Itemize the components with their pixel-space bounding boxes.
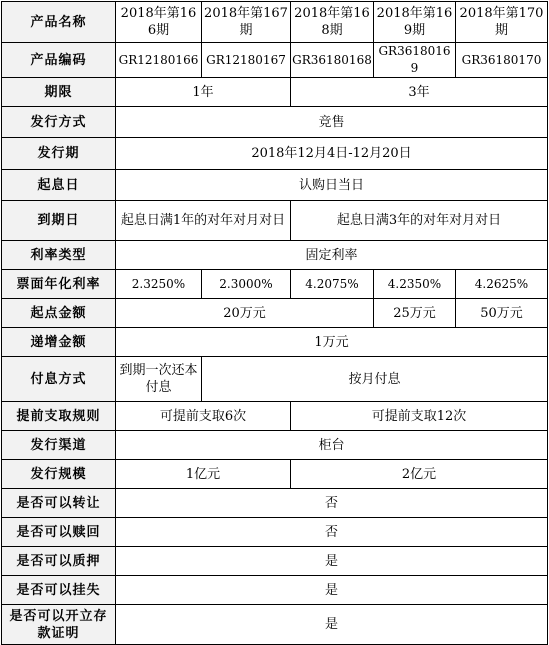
label-payment: 付息方式 [2,357,116,402]
product-code-166: GR12180166 [116,43,202,78]
issue-method-value: 竞售 [116,107,548,138]
row-scale [2,460,548,489]
payment-monthly: 按月付息 [202,357,548,402]
product-code-168: GR36180168 [291,43,374,78]
product-code-170: GR36180170 [456,43,548,78]
row-channel [2,431,548,460]
label-pledgeable: 是否可以质押 [2,547,116,576]
early-withdrawal-6: 可提前支取6次 [116,402,291,431]
label-issue-method: 发行方式 [2,107,116,138]
payment-one-time: 到期一次还本付息 [116,357,202,402]
pledgeable-value: 是 [116,547,548,576]
row-coupon-rate [2,270,548,299]
row-product-name [2,2,548,43]
row-increment [2,328,548,357]
row-redeemable [2,518,548,547]
transferable-value: 否 [116,489,548,518]
row-product-code [2,43,548,78]
coupon-rate-168: 4.2075% [291,270,374,299]
product-name-168: 2018年第168期 [291,2,374,43]
row-early-withdrawal [2,402,548,431]
channel-value: 柜台 [116,431,548,460]
row-rate-type [2,241,548,270]
loss-report-value: 是 [116,576,548,605]
min-amount-c: 50万元 [456,299,548,328]
label-scale: 发行规模 [2,460,116,489]
bond-product-table [1,1,548,645]
row-interest-start [2,170,548,201]
product-name-169: 2018年第169期 [374,2,456,43]
product-name-170: 2018年第170期 [456,2,548,43]
rate-type-value: 固定利率 [116,241,548,270]
row-loss-report [2,576,548,605]
term-3-year: 3年 [291,78,548,107]
product-name-166: 2018年第166期 [116,2,202,43]
label-coupon-rate: 票面年化利率 [2,270,116,299]
label-transferable: 是否可以转让 [2,489,116,518]
row-issue-method [2,107,548,138]
row-payment [2,357,548,402]
scale-1: 1亿元 [116,460,291,489]
row-term [2,78,548,107]
row-transferable [2,489,548,518]
min-amount-b: 25万元 [374,299,456,328]
label-interest-start: 起息日 [2,170,116,201]
deposit-cert-value: 是 [116,605,548,645]
product-code-167: GR12180167 [202,43,291,78]
redeemable-value: 否 [116,518,548,547]
row-pledgeable [2,547,548,576]
issue-period-value: 2018年12月4日-12月20日 [116,138,548,170]
label-issue-period: 发行期 [2,138,116,170]
label-rate-type: 利率类型 [2,241,116,270]
early-withdrawal-12: 可提前支取12次 [291,402,548,431]
term-1-year: 1年 [116,78,291,107]
coupon-rate-170: 4.2625% [456,270,548,299]
coupon-rate-167: 2.3000% [202,270,291,299]
label-product-name: 产品名称 [2,2,116,43]
label-deposit-cert: 是否可以开立存款证明 [2,605,116,645]
interest-start-value: 认购日当日 [116,170,548,201]
maturity-3-year: 起息日满3年的对年对月对日 [291,201,548,241]
maturity-1-year: 起息日满1年的对年对月对日 [116,201,291,241]
row-deposit-cert [2,605,548,645]
label-loss-report: 是否可以挂失 [2,576,116,605]
label-maturity: 到期日 [2,201,116,241]
label-min-amount: 起点金额 [2,299,116,328]
increment-value: 1万元 [116,328,548,357]
row-min-amount [2,299,548,328]
label-increment: 递增金额 [2,328,116,357]
min-amount-a: 20万元 [116,299,374,328]
row-maturity [2,201,548,241]
label-redeemable: 是否可以赎回 [2,518,116,547]
label-product-code: 产品编码 [2,43,116,78]
product-code-169: GR36180169 [374,43,456,78]
product-name-167: 2018年第167期 [202,2,291,43]
coupon-rate-169: 4.2350% [374,270,456,299]
label-term: 期限 [2,78,116,107]
coupon-rate-166: 2.3250% [116,270,202,299]
scale-2: 2亿元 [291,460,548,489]
label-early-withdrawal: 提前支取规则 [2,402,116,431]
label-channel: 发行渠道 [2,431,116,460]
row-issue-period [2,138,548,170]
